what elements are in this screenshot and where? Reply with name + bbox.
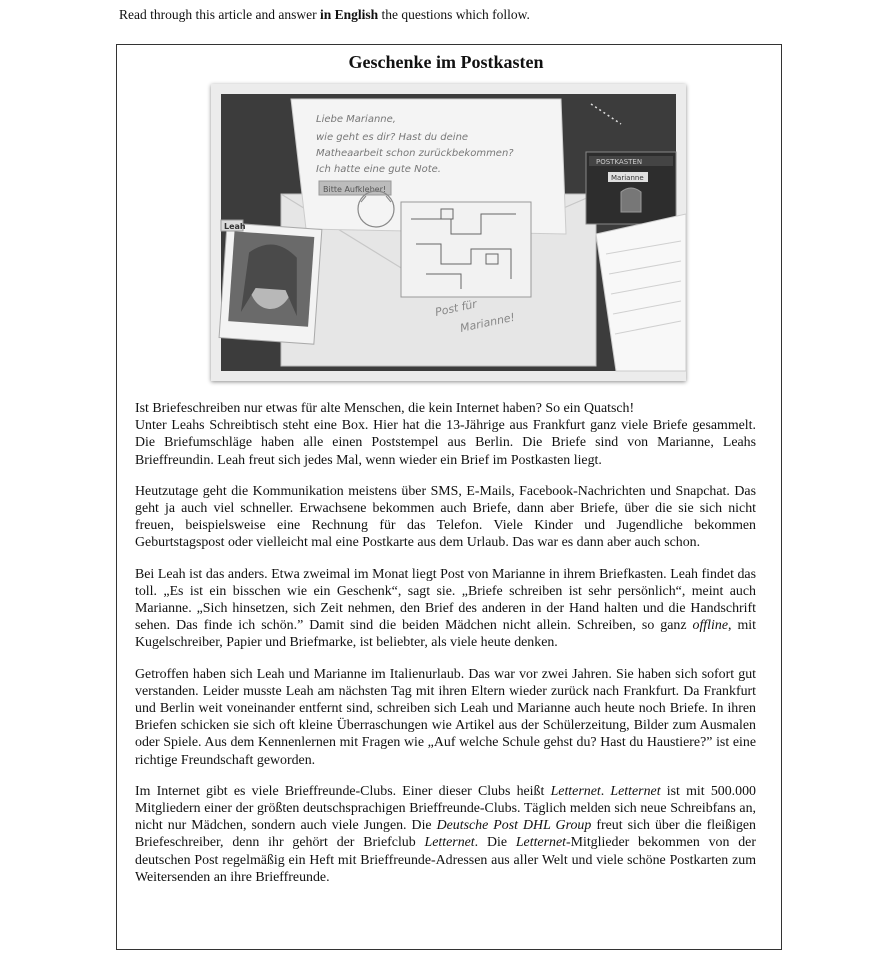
letter-line-1: Liebe Marianne,: [316, 114, 396, 125]
paragraph-5-italic-4: Letternet: [424, 835, 475, 851]
paragraph-4: Getroffen haben sich Leah und Marianne im Italienurlaub. Das war vor zwei Jahren. Sie haben sich sofort gut verstanden. Leider musste Leah am nächsten Tag mit ihren Eltern wieder zurück nach Frankfurt. Da Frankfurt und Berlin weit voneinander entfernt sind, schreiben sich Leah und Marianne auch heute noch Briefe. In ihren Briefen schicken sie sich oft kleine Überraschungen wie Artikel aus der Schülerzeitung, Bilder zum Ausmalen oder Spiele. Aus dem Kennenlernen mit Fragen wie „Auf welche Schule gehst du? Hast du Haustiere?” ist eine richtige Freundschaft geworden.: [135, 666, 756, 768]
paragraph-5-italic-3: Deutsche Post DHL Group: [436, 818, 592, 834]
paragraph-3-italic: offline: [692, 618, 728, 634]
sticker-text: Bitte Aufkleber!: [323, 185, 387, 194]
instruction-prefix: Read through this article and answer: [119, 7, 320, 22]
paragraph-1-lead: Ist Briefeschreiben nur etwas für alte Menschen, die kein Internet haben? So ein Quatsch!: [135, 401, 635, 416]
letter-line-4: Ich hatte eine gute Note.: [316, 164, 441, 175]
paragraph-5-text-3: ist mit 500.000 Mitgliedern einer der größten deutschsprachigen Brieffreunde-Clubs. Täglich melden sich neue Schreibfans an, nicht nur Mädchen, sondern auch viele Jungen. Die: [135, 783, 756, 834]
article-title: Geschenke im Postkasten: [348, 52, 544, 72]
paragraph-1-body: Unter Leahs Schreibtisch steht eine Box. Hier hat die 13-Jährige aus Frankfurt ganz viele Briefe gesammelt. Die Briefumschläge haben alle einen Poststempel aus Berlin. Die Briefe sind von Marianne, Leahs Brieffreundin. Leah freut sich jedes Mal, wenn wieder ein Brief im Postkasten liegt.: [135, 418, 756, 468]
paragraph-3-part-2: , mit Kugelschreiber, Papier und Briefmarke, ist beliebter, als viele heute denken.: [135, 618, 756, 651]
paragraph-5-text-4: freut sich über die fleißigen Briefeschreiber, denn ihr gehört der Briefclub: [135, 818, 757, 851]
letter-line-2: wie geht es dir? Hast du deine: [316, 132, 469, 143]
photo-illustration: [211, 84, 686, 381]
paragraph-2: Heutzutage geht die Kommunikation meistens über SMS, E-Mails, Facebook-Nachrichten und Snapchat. Das geht ja auch viel schneller. Erwachsene bekommen auch Briefe, dann aber Briefe, über die sie sich nicht freuen, beispielsweise eine Rechnung für das Telefon. Viele Kinder und Jugendliche bekommen Geburtstagspost oder vielleicht mal eine Postkarte aus dem Urlaub. Das war es dann aber auch schon.: [135, 483, 756, 551]
paragraph-5-text-1: Im Internet gibt es viele Brieffreunde-Clubs. Einer dieser Clubs heißt: [135, 783, 551, 799]
paragraph-5-text-2: .: [600, 783, 611, 799]
paragraph-5-text-6: -Mitglieder bekommen von der deutschen Post regelmäßig ein Heft mit Brieffreunde-Adressen aus aller Welt und viele schöne Postkarten zum Weitersenden an ihre Brieffreunde.: [135, 835, 756, 885]
paragraph-3-part-1: Bei Leah ist das anders. Etwa zweimal im Monat liegt Post von Marianne in ihrem Briefkasten. Leah findet das toll. „Es ist ein bisschen wie ein Geschenk“, sagt sie. „Briefe schreiben ist sehr persönlich“, meint auch Marianne. „Sich hinsetzen, sich Zeit nehmen, den Brief des anderen in der Hand halten und die Handschrift sehen. Das finde ich schön.” Damit sind die beiden Mädchen nicht allein. Schreiben, so ganz: [135, 566, 756, 634]
mailbox-sign: POSTKASTEN: [596, 158, 643, 166]
paragraph-3: [135, 566, 756, 652]
paragraph-5-italic-1: Letternet: [550, 783, 601, 799]
instruction: [119, 7, 530, 23]
envelope-text-1: Post für: [433, 297, 478, 319]
letter-line-3: Matheaarbeit schon zurückbekommen?: [316, 148, 514, 159]
instruction-suffix: the questions which follow.: [378, 7, 530, 22]
article-body: [135, 400, 756, 900]
mailbox-label: Marianne: [611, 174, 644, 182]
paragraph-5-italic-5: Letternet: [515, 835, 566, 851]
instruction-bold: in English: [319, 7, 379, 22]
paragraph-5-text-5: . Die: [474, 835, 516, 851]
article-photo: [211, 84, 686, 381]
leah-tag-text: Leah: [224, 222, 246, 231]
envelope-text-2: Marianne!: [458, 310, 517, 335]
paragraph-5: [135, 783, 756, 886]
paragraph-1: [135, 400, 756, 469]
paragraph-5-italic-2: Letternet: [610, 783, 661, 799]
